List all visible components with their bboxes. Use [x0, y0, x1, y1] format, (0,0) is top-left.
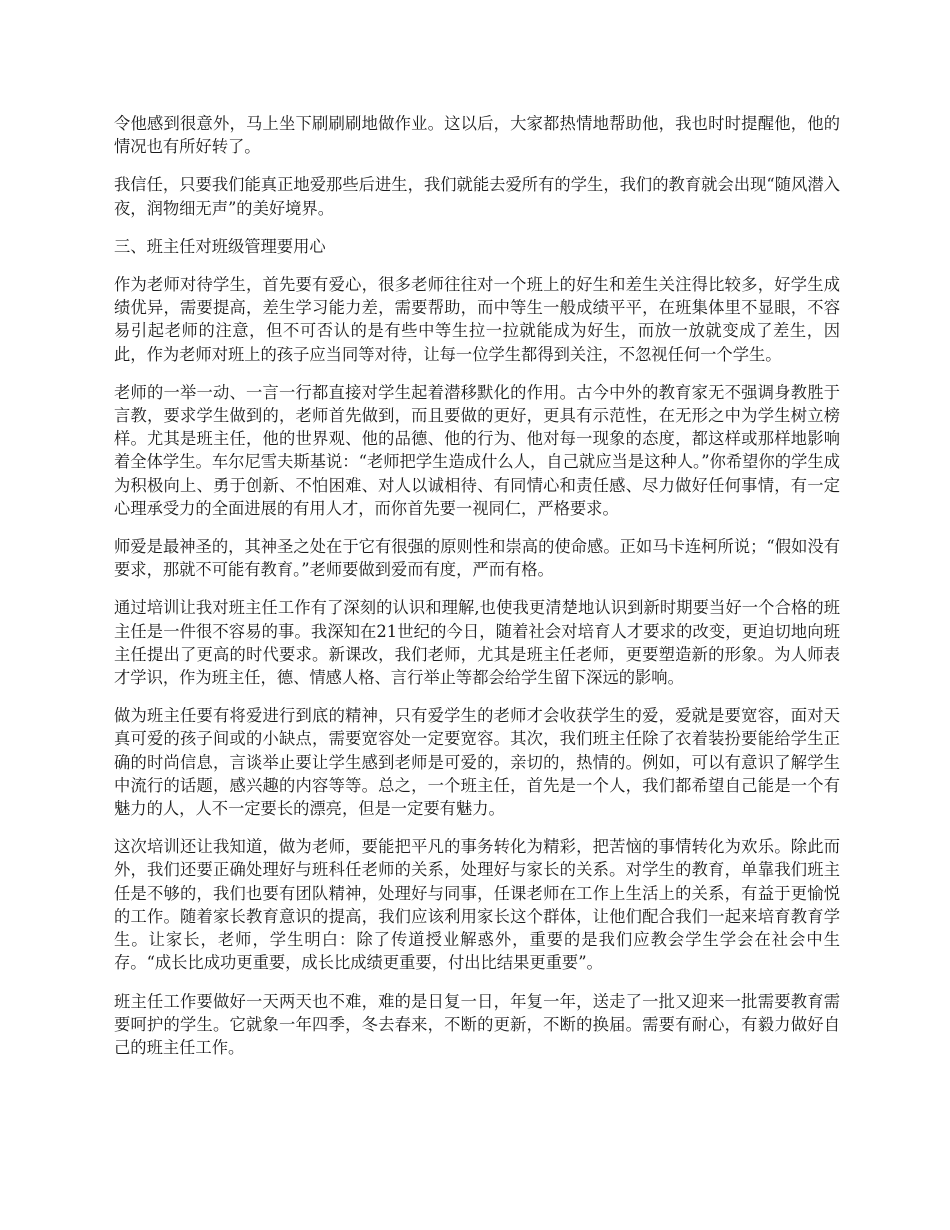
paragraph-5: 师爱是最神圣的，其神圣之处在于它有很强的原则性和崇高的使命感。正如马卡连柯所说；“假如没有要求，那就不可能有教育。”老师要做到爱而有度，严而有格。: [114, 537, 840, 580]
paragraph-1: 令他感到很意外，马上坐下刷刷刷地做作业。这以后，大家都热情地帮助他，我也时时提醒他，他的情况也有所好转了。: [114, 114, 840, 157]
paragraph-2: 我信任，只要我们能真正地爱那些后进生，我们就能去爱所有的学生，我们的教育就会出现“随风潜入夜，润物细无声”的美好境界。: [114, 175, 840, 218]
paragraph-9: 班主任工作要做好一天两天也不难，难的是日复一日，年复一年，送走了一批又迎来一批需要教育需要呵护的学生。它就象一年四季，冬去春来，不断的更新，不断的换届。需要有耐心，有毅力做好自己的班主任工作。: [114, 991, 840, 1057]
paragraph-6: 通过培训让我对班主任工作有了深刻的认识和理解,也使我更清楚地认识到新时期要当好一个合格的班主任是一件很不容易的事。我深知在21世纪的今日，随着社会对培育人才要求的改变，更迫切地向班主任提出了更高的时代要求。新课改，我们老师，尤其是班主任老师，更要塑造新的形象。为人师表才学识，作为班主任，德、情感人格、言行举止等都会给学生留下深远的影响。: [114, 598, 840, 688]
paragraph-4: 老师的一举一动、一言一行都直接对学生起着潜移默化的作用。古今中外的教育家无不强调身教胜于言教，要求学生做到的，老师首先做到，而且要做的更好，更具有示范性，在无形之中为学生树立榜样。尤其是班主任，他的世界观、他的品德、他的行为、他对每一现象的态度，都这样或那样地影响着全体学生。车尔尼雪夫斯基说：“老师把学生造成什么人，自己就应当是这种人。”你希望你的学生成为积极向上、勇于创新、不怕困难、对人以诚相待、有同情心和责任感、尽力做好任何事情，有一定心理承受力的全面进展的有用人才，而你首先要一视同仁，严格要求。: [114, 382, 840, 518]
paragraph-3: 作为老师对待学生，首先要有爱心，很多老师往往对一个班上的好生和差生关注得比较多，好学生成绩优异，需要提高，差生学习能力差，需要帮助，而中等生一般成绩平平，在班集体里不显眼，不容易引起老师的注意，但不可否认的是有些中等生拉一拉就能成为好生，而放一放就变成了差生，因此，作为老师对班上的孩子应当同等对待，让每一位学生都得到关注，不忽视任何一个学生。: [114, 275, 840, 364]
paragraph-8: 这次培训还让我知道，做为老师，要能把平凡的事务转化为精彩，把苦恼的事情转化为欢乐。除此而外，我们还要正确处理好与班科任老师的关系，处理好与家长的关系。对学生的教育，单靠我们班主任是不够的，我们也要有团队精神，处理好与同事，任课老师在工作上生活上的关系，有益于更愉悦的工作。随着家长教育意识的提高，我们应该利用家长这个群体，让他们配合我们一起来培育教育学生。让家长，老师，学生明白：除了传道授业解惑外，重要的是我们应教会学生学会在社会中生存。“成长比成功更重要，成长比成绩更重要，付出比结果更重要”。: [114, 837, 840, 973]
section-heading: 三、班主任对班级管理要用心: [114, 236, 326, 256]
document-body: [114, 112, 840, 1074]
paragraph-7: 做为班主任要有将爱进行到底的精神，只有爱学生的老师才会收获学生的爱，爱就是要宽容，面对天真可爱的孩子间或的小缺点，需要宽容处一定要宽容。其次，我们班主任除了衣着装扮要能给学生正确的时尚信息，言谈举止要让学生感到老师是可爱的，亲切的，热情的。例如，可以有意识了解学生中流行的话题，感兴趣的内容等等。总之，一个班主任，首先是一个人，我们都希望自己能是一个有魅力的人，人不一定要长的漂亮，但是一定要有魅力。: [114, 706, 840, 819]
